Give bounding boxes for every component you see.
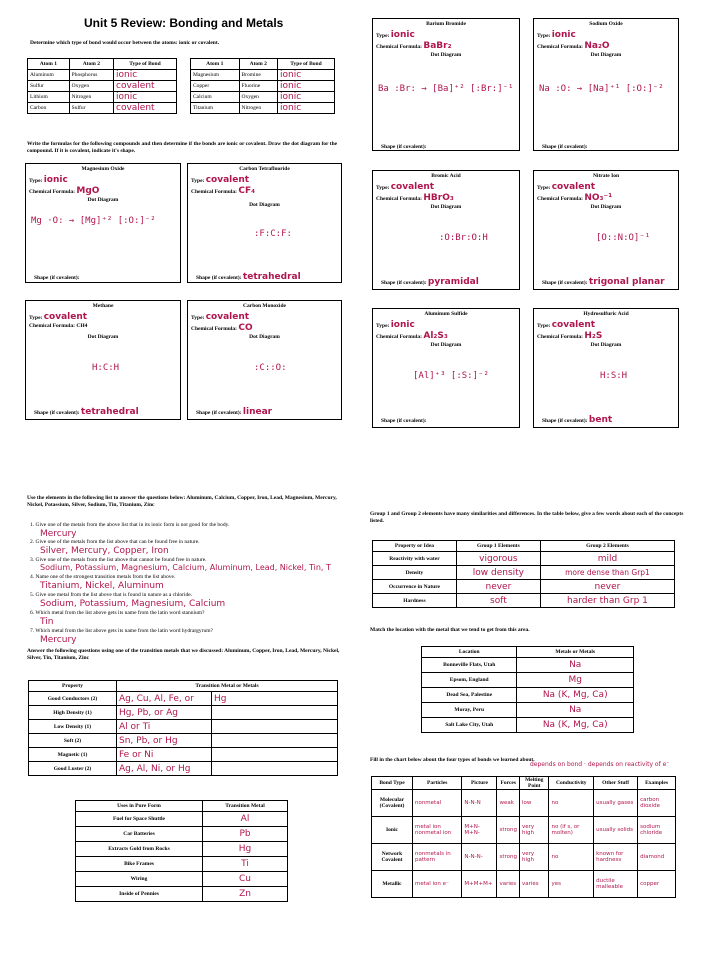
dot-diagram: :C::O: [254,363,287,373]
dot-diagram-label: Dot Diagram [87,197,119,203]
bond-type-value: covalent [551,320,596,330]
answer-3: Sodium, Potassium, Magnesium, Calcium, Aluminum, Lead, Nickel, Tin, T [40,563,331,572]
table-row: Metallic metal ion e⁻ M+M+M+ varies varies yes ductile malleable copper [372,871,676,898]
table-row: Magnetic (1) Fe or Ni [29,748,338,762]
table-row: Bonneville Flats, Utah Na [422,658,634,673]
compound-box-sodium-oxide: Sodium Oxide Type: ionic Chemical Formula: Na₂O Dot Diagram Na :O: → [Na]⁺¹ [:O:]⁻² Shape (if covalent): [533,18,679,151]
table-row: Wiring Cu [76,872,288,887]
compound-box-carbon-monoxide: Carbon Monoxide Type: covalent Chemical Formula: CO Dot Diagram :C::O: Shape (if covalent): linear [187,300,342,420]
col-header: Atom 1 [28,59,70,70]
answer-7: Mercury [40,635,77,645]
table-row: Good Luster (2) Ag, Al, Ni, or Hg [29,762,338,776]
section8-instruction: Fill in the chart below about the four types of bonds we learned about. [370,757,535,763]
dot-diagram-label: Dot Diagram [590,204,622,210]
table-row: High Density (1) Hg, Pb, or Ag [29,706,338,720]
section7-instruction: Match the location with the metal that we tend to get from this area. [370,627,530,633]
question-3: 3. Give one of the metals from the list above that cannot be found free in nature. [30,557,207,563]
formula-value: CH4 [76,323,88,329]
answer-4: Titanium, Nickel, Aluminum [40,581,164,591]
section6-instruction: Group 1 and Group 2 elements have many similarities and differences. In the table below, give a few words about each of the concepts listed. [370,511,684,524]
table-row: Density low density more dense than Grp1 [373,566,675,580]
table-row: Copper Fluorine ionic [191,81,335,92]
dot-diagram: Na :O: → [Na]⁺¹ [:O:]⁻² [539,84,664,94]
section2-instruction: Write the formulas for the following compounds and then determine if the bonds are ionic or covalent. Draw the dot diagram for the compound. If it is covalent, indicate it's shape. [27,141,338,154]
shape-value: linear [242,407,273,417]
box-title: Magnesium Oxide [81,166,125,172]
col-header: Type of Bond [277,59,334,70]
table-row: Sulfur Oxygen covalent [28,81,177,92]
table-row: Titanium Nitrogen ionic [191,103,335,114]
table-row: Hardness soft harder than Grp 1 [373,594,675,608]
uses-table: Uses in Pure Form Transition Metal Fuel for Space Shuttle Al Car Batteries Pb Extracts Gold from Rocks Hg Bike Frames Ti Wiring Cu Inside of Pennies Zn [75,800,288,902]
dot-diagram-label: Dot Diagram [590,52,622,58]
dot-diagram: Mg ·O: → [Mg]⁺² [:O:]⁻² [31,216,156,226]
dot-diagram: H:S:H [600,371,628,381]
table-row: Reactivity with water vigorous mild [373,552,675,566]
question-1: 1. Give one of the metals from the above list that in its ionic form is not good for the body. [30,522,230,528]
location-table: Location Metals or Metals Bonneville Flats, Utah Na Epsom, England Mg Dead Sea, Palestine Na (K, Mg, Ca) Moray, Peru Na Salt Lake City, Utah Na (K, Mg, Ca) [421,646,634,733]
question-7: 7. Which metal from the list above gets its name from the latin word hydrargyrum? [30,628,213,634]
compound-box-bromic-acid: Bromic Acid Type: covalent Chemical Formula: HBrO₃ Dot Diagram :O:Br:O:H Shape (if covalent): pyramidal [372,170,520,290]
bond-type-value: ionic [43,175,68,185]
table-row: Lithium Nitrogen ionic [28,92,177,103]
question-2: 2. Give one of the metals from the list above that can be found free in nature. [30,539,200,545]
col-header: Type of Bond [114,59,177,70]
dot-diagram: :F:C:F: [254,229,292,239]
dot-diagram: H:C:H [92,363,120,373]
bond-types-table: Bond Type Particles Picture Forces Melting Point Conductivity Other Stuff Examples Molecular (Covalent) nonmetal N-N-N weak low no usually gases carbon dioxide Ionic metal ion nonmetal ion M+N- M+N- strong very high no (if s, or molten) usually solids sodium chloride Network Covalent nonmetals in pattern N-N-N- strong very high no known for hardness diamond Metallic metal ion e⁻ M+M+M+ varies varies yes ductile malleable copper [371,776,676,898]
table-row: Network Covalent nonmetals in pattern N-N-N- strong very high no known for hardness diamond [372,844,676,871]
table-row: Inside of Pennies Zn [76,887,288,902]
col-header: Atom 2 [69,59,113,70]
table-row: Epsom, England Mg [422,673,634,688]
formula-value: BaBr₂ [423,41,452,51]
group-elements-table: Property or Idea Group 1 Elements Group 2 Elements Reactivity with water vigorous mild Density low density more dense than Grp1 Occurrence in Nature never never Hardness soft harder than Grp 1 [372,540,675,608]
box-title: Methane [92,303,114,309]
bond-type-value: covalent [205,312,250,322]
shape-value: trigonal planar [588,277,665,287]
compound-box-magnesium-oxide: Magnesium Oxide Type: ionic Chemical Formula: MgO Dot Diagram Mg ·O: → [Mg]⁺² [:O:]⁻² Shape (if covalent): [25,163,181,283]
formula-value: Na₂O [584,41,610,51]
table-row: Occurrence in Nature never never [373,580,675,594]
bond-type-value: covalent [205,175,250,185]
table-row: Fuel for Space Shuttle Al [76,812,288,827]
table-row: Moray, Peru Na [422,703,634,718]
shape-value: tetrahedral [242,272,301,282]
bond-type-value: ionic [390,30,415,40]
box-title: Bromic Acid [431,173,461,179]
dot-diagram: [Al]⁺³ [:S:]⁻² [413,371,489,381]
compound-box-aluminum-sulfide: Aluminum Sulfide Type: ionic Chemical Formula: Al₂S₃ Dot Diagram [Al]⁺³ [:S:]⁻² Shape (if covalent): [372,308,520,428]
table-row: Low Density (1) Al or Ti [29,720,338,734]
dot-diagram-label: Dot Diagram [249,334,280,340]
question-4: 4. Name one of the strongest transition metals from the list above. [30,574,176,580]
compound-box-carbon-tetrafluoride: Carbon Tetrafluoride Type: covalent Chemical Formula: CF₄ Dot Diagram :F:C:F: Shape (if covalent): tetrahedral [187,163,342,283]
answer-2: Silver, Mercury, Copper, Iron [40,546,169,556]
col-header: Atom 2 [239,59,277,70]
formula-value: H₂S [584,331,603,341]
box-title: Aluminum Sulfide [424,311,468,317]
bond-table-right [190,58,335,114]
table-row: Aluminum Phosphorus ionic [28,70,177,81]
question-6: 6. Which metal from the list above gets its name from the latin word stannium? [30,610,205,616]
box-title: Carbon Monoxide [243,303,286,309]
formula-value: CF₄ [238,186,256,196]
bond-type-value: covalent [43,312,88,322]
section4-instruction: Answer the following questions using one of the transition metals that we discussed: Aluminum, Copper, Iron, Lead, Mercury, Nickel, Silver, Tin, Titanium, Zinc [27,648,340,661]
dot-diagram-label: Dot Diagram [430,204,462,210]
answer-6: Tin [40,617,54,627]
col-header: Atom 1 [191,59,240,70]
section1-instruction: Determine which type of bond would occur between the atoms: ionic or covalent. [30,40,220,46]
formula-value: CO [238,323,253,333]
transition-metal-table: Property Transition Metal or Metals Good Conductors (2) Ag, Cu, Al, Fe, or Hg High Density (1) Hg, Pb, or Ag Low Density (1) Al or Ti Soft (2) Sn, Pb, or Hg Magnetic (1) Fe or Ni Good Luster (2) Ag, Al, Ni, or Hg [28,680,338,776]
dot-diagram-label: Dot Diagram [590,342,622,348]
answer-5: Sodium, Potassium, Magnesium, Calcium [40,599,226,609]
compound-box-barium-bromide: Barium Bromide Type: ionic Chemical Formula: BaBr₂ Dot Diagram Ba :Br: → [Ba]⁺² [:Br:]⁻¹ Shape (if covalent): [372,18,520,151]
bond-type-value: ionic [390,320,415,330]
box-title: Carbon Tetrafluoride [239,166,290,172]
table-row: Bike Frames Ti [76,857,288,872]
formula-value: Al₂S₃ [423,331,448,341]
table-row: Good Conductors (2) Ag, Cu, Al, Fe, or Hg [29,692,338,706]
table-row: Dead Sea, Palestine Na (K, Mg, Ca) [422,688,634,703]
table-row: Ionic metal ion nonmetal ion M+N- M+N- strong very high no (if s, or molten) usually solids sodium chloride [372,817,676,844]
dot-diagram-label: Dot Diagram [430,342,462,348]
table-row: Calcium Oxygen ionic [191,92,335,103]
table-row: Salt Lake City, Utah Na (K, Mg, Ca) [422,718,634,733]
box-title: Barium Bromide [426,21,466,27]
box-title: Sodium Oxide [589,21,623,27]
formula-value: HBrO₃ [423,193,454,203]
table-row: Car Batteries Pb [76,827,288,842]
table-row: Molecular (Covalent) nonmetal N-N-N weak low no usually gases carbon dioxide [372,790,676,817]
bond-type-value: ionic [551,30,576,40]
page-title: Unit 5 Review: Bonding and Metals [84,16,284,30]
section8-note: depends on bond · depends on reactivity of e⁻ [530,761,670,768]
dot-diagram: :O:Br:O:H [439,233,488,243]
compound-box-methane: Methane Type: covalent Chemical Formula: CH4 Dot Diagram H:C:H Shape (if covalent): tetrahedral [25,300,181,420]
shape-value: pyramidal [427,277,479,287]
compound-box-nitrate-ion: Nitrate Ion Type: covalent Chemical Formula: NO₃⁻¹ Dot Diagram [O::N:O]⁻¹ Shape (if covalent): trigonal planar [533,170,679,290]
table-row: Soft (2) Sn, Pb, or Hg [29,734,338,748]
bond-type-value: covalent [551,182,596,192]
table-row: Magnesium Bromine ionic [191,70,335,81]
compound-box-hydrosulfuric-acid: Hydrosulfuric Acid Type: covalent Chemical Formula: H₂S Dot Diagram H:S:H Shape (if covalent): bent [533,308,679,428]
formula-value: MgO [76,186,100,196]
shape-value: bent [588,415,613,425]
dot-diagram-label: Dot Diagram [87,334,119,340]
answer-1: Mercury [40,529,77,539]
dot-diagram-label: Dot Diagram [430,52,462,58]
box-title: Nitrate Ion [592,173,620,179]
bond-type-value: covalent [390,182,435,192]
dot-diagram: [O::N:O]⁻¹ [596,233,651,243]
dot-diagram-label: Dot Diagram [249,202,280,208]
table-row: Extracts Gold from Rocks Hg [76,842,288,857]
table-row: Carbon Sulfur covalent [28,103,177,114]
dot-diagram: Ba :Br: → [Ba]⁺² [:Br:]⁻¹ [378,84,514,94]
section3-instruction: Use the elements in the following list to answer the questions below: Aluminum, Calcium, Copper, Iron, Lead, Magnesium, Mercury, Nickel, Potassium, Silver, Sodium, Tin, Titanium, Zinc [27,495,337,508]
question-5: 5. Give one metal from the list above that is found in nature as a chloride. [30,592,193,598]
formula-value: NO₃⁻¹ [584,193,613,203]
shape-value: tetrahedral [80,407,139,417]
bond-table-left [27,58,177,114]
box-title: Hydrosulfuric Acid [583,311,629,317]
